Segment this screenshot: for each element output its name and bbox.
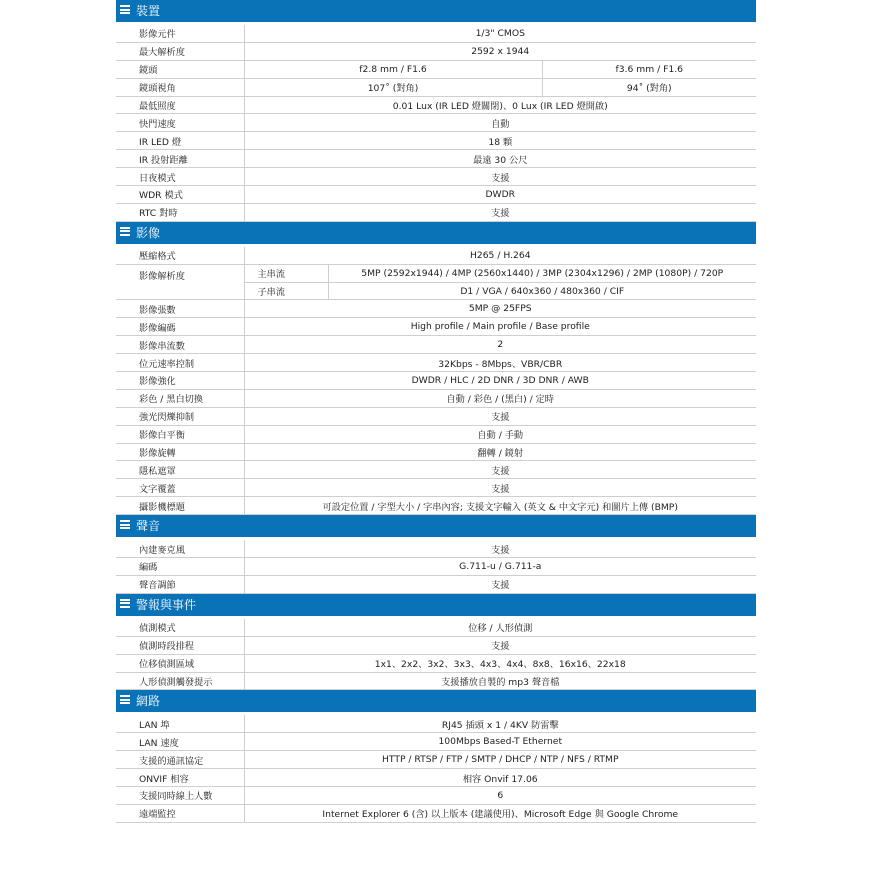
spec-row: [116, 186, 756, 204]
spec-row: [116, 540, 756, 557]
spec-label: 位元速率控制: [116, 354, 244, 372]
spec-row: [116, 96, 756, 114]
spec-table-device: [116, 22, 756, 222]
section-title: 影像: [136, 225, 161, 240]
spec-value: 支援播放自製的 mp3 聲音檔: [244, 672, 756, 690]
stream-label-main: 主串流: [244, 264, 328, 282]
spec-value: HTTP / RTSP / FTP / SMTP / DHCP / NTP / NFS / RTMP: [244, 751, 756, 769]
spec-row: [116, 654, 756, 672]
spec-row: [116, 60, 756, 78]
section-header-video: [116, 222, 756, 244]
spec-row: [116, 168, 756, 186]
spec-row: [116, 354, 756, 372]
spec-value: 最遠 30 公尺: [244, 150, 756, 168]
spec-row-resolution-main: [116, 264, 756, 282]
spec-value-b: f3.6 mm / F1.6: [542, 60, 756, 78]
spec-value: 自動 / 手動: [244, 425, 756, 443]
spec-label: 遠端監控: [116, 804, 244, 822]
spec-table-network: [116, 712, 756, 822]
spec-value: High profile / Main profile / Base profile: [244, 318, 756, 336]
spec-label: 影像串流數: [116, 336, 244, 354]
spec-label: 影像張數: [116, 300, 244, 318]
spec-value: 5MP @ 25FPS: [244, 300, 756, 318]
spec-value: D1 / VGA / 640x360 / 480x360 / CIF: [328, 282, 756, 300]
spec-value: 支援: [244, 479, 756, 497]
spec-value: 2: [244, 336, 756, 354]
spec-value: 翻轉 / 鏡射: [244, 443, 756, 461]
spec-row: [116, 558, 756, 576]
menu-icon: [120, 227, 130, 239]
spec-label: 編碼: [116, 558, 244, 576]
spec-value: RJ45 插頭 x 1 / 4KV 防雷擊: [244, 715, 756, 732]
spec-row: [116, 425, 756, 443]
spec-label: 彩色 / 黑白切換: [116, 389, 244, 407]
spec-value: 6: [244, 786, 756, 804]
spec-label: 偵測時段排程: [116, 636, 244, 654]
spec-row: [116, 769, 756, 787]
spec-value: 支援: [244, 203, 756, 221]
spec-value: 支援: [244, 636, 756, 654]
spec-value: 1x1、2x2、3x2、3x3、4x3、4x4、8x8、16x16、22x18: [244, 654, 756, 672]
menu-icon: [120, 5, 130, 17]
spec-value: 可設定位置 / 字型大小 / 字串內容; 支援文字輸入 (英文 & 中文字元) 和圖片上傳 (BMP): [244, 497, 756, 515]
spec-row: [116, 372, 756, 390]
spec-value: 自動 / 彩色 / (黑白) / 定時: [244, 389, 756, 407]
spec-value: Internet Explorer 6 (含) 以上版本 (建議使用)、Microsoft Edge 與 Google Chrome: [244, 804, 756, 822]
spec-value: 2592 x 1944: [244, 42, 756, 60]
spec-label: ONVIF 相容: [116, 769, 244, 787]
spec-row: [116, 733, 756, 751]
section-title: 網路: [136, 694, 161, 709]
spec-value: 18 顆: [244, 132, 756, 150]
spec-row: [116, 715, 756, 732]
spec-row: [116, 247, 756, 264]
spec-label: 影像強化: [116, 372, 244, 390]
spec-value: DWDR / HLC / 2D DNR / 3D DNR / AWB: [244, 372, 756, 390]
spec-label: 文字覆蓋: [116, 479, 244, 497]
spec-row: [116, 619, 756, 636]
section-header-alarm: [116, 594, 756, 616]
spec-label: 最大解析度: [116, 42, 244, 60]
spec-row: [116, 203, 756, 221]
section-title: 聲音: [136, 519, 161, 534]
spec-row: [116, 407, 756, 425]
spec-row: [116, 672, 756, 690]
spec-value: 32Kbps - 8Mbps、VBR/CBR: [244, 354, 756, 372]
spec-row: [116, 786, 756, 804]
spec-table-alarm: [116, 616, 756, 691]
spec-table-audio: [116, 537, 756, 594]
spec-label: 內建麥克風: [116, 540, 244, 557]
menu-icon: [120, 599, 130, 611]
spec-row: [116, 300, 756, 318]
spec-row: [116, 461, 756, 479]
spec-label: LAN 速度: [116, 733, 244, 751]
spec-value: 5MP (2592x1944) / 4MP (2560x1440) / 3MP (2304x1296) / 2MP (1080P) / 720P: [328, 264, 756, 282]
spec-label: 支援同時線上人數: [116, 786, 244, 804]
spec-label: 日夜模式: [116, 168, 244, 186]
spec-label: 影像元件: [116, 25, 244, 42]
section-header-network: [116, 690, 756, 712]
spec-label: 攝影機標題: [116, 497, 244, 515]
spec-row: [116, 804, 756, 822]
spec-sheet: [116, 0, 756, 823]
spec-row: [116, 42, 756, 60]
spec-value: DWDR: [244, 186, 756, 204]
spec-label: 最低照度: [116, 96, 244, 114]
spec-label: 快門速度: [116, 114, 244, 132]
spec-label: 影像白平衡: [116, 425, 244, 443]
spec-label: 支援的通訊協定: [116, 751, 244, 769]
spec-value-a: f2.8 mm / F1.6: [244, 60, 542, 78]
spec-label: 隱私遮罩: [116, 461, 244, 479]
spec-row: [116, 479, 756, 497]
section-header-device: [116, 0, 756, 22]
spec-label: 強光閃爍抑制: [116, 407, 244, 425]
spec-value-b: 94˚ (對角): [542, 78, 756, 96]
spec-label: 影像編碼: [116, 318, 244, 336]
spec-row: [116, 150, 756, 168]
section-title: 裝置: [136, 4, 161, 18]
spec-label: 聲音調節: [116, 575, 244, 593]
spec-value: 相容 Onvif 17.06: [244, 769, 756, 787]
spec-label: RTC 對時: [116, 203, 244, 221]
spec-value: 支援: [244, 407, 756, 425]
spec-row: [116, 575, 756, 593]
spec-label: 影像旋轉: [116, 443, 244, 461]
spec-value: 支援: [244, 540, 756, 557]
spec-label: LAN 埠: [116, 715, 244, 732]
spec-label: 人形偵測觸發提示: [116, 672, 244, 690]
spec-label: IR LED 燈: [116, 132, 244, 150]
menu-icon: [120, 695, 130, 707]
menu-icon: [120, 520, 130, 532]
spec-label: 壓縮格式: [116, 247, 244, 264]
spec-label: 鏡頭: [116, 60, 244, 78]
spec-row: [116, 132, 756, 150]
spec-value: 位移 / 人形偵測: [244, 619, 756, 636]
spec-label: 位移偵測區域: [116, 654, 244, 672]
spec-label: 影像解析度: [116, 264, 244, 300]
spec-value: H265 / H.264: [244, 247, 756, 264]
spec-value: 支援: [244, 168, 756, 186]
spec-value: 0.01 Lux (IR LED 燈關閉)、0 Lux (IR LED 燈開啟): [244, 96, 756, 114]
section-header-audio: [116, 515, 756, 537]
spec-row: [116, 497, 756, 515]
spec-row: [116, 443, 756, 461]
spec-label: 鏡頭視角: [116, 78, 244, 96]
spec-row: [116, 636, 756, 654]
spec-table-video: [116, 244, 756, 515]
spec-row: [116, 78, 756, 96]
spec-row: [116, 336, 756, 354]
spec-value: 支援: [244, 575, 756, 593]
spec-row: [116, 389, 756, 407]
spec-label: WDR 模式: [116, 186, 244, 204]
spec-label: IR 投射距離: [116, 150, 244, 168]
section-title: 警報與事件: [136, 597, 197, 612]
spec-value-a: 107˚ (對角): [244, 78, 542, 96]
spec-value: 1/3" CMOS: [244, 25, 756, 42]
spec-value: G.711-u / G.711-a: [244, 558, 756, 576]
spec-row: [116, 114, 756, 132]
spec-row: [116, 25, 756, 42]
spec-value: 自動: [244, 114, 756, 132]
spec-value: 支援: [244, 461, 756, 479]
spec-label: 偵測模式: [116, 619, 244, 636]
spec-value: 100Mbps Based-T Ethernet: [244, 733, 756, 751]
spec-row: [116, 318, 756, 336]
spec-row: [116, 751, 756, 769]
stream-label-sub: 子串流: [244, 282, 328, 300]
